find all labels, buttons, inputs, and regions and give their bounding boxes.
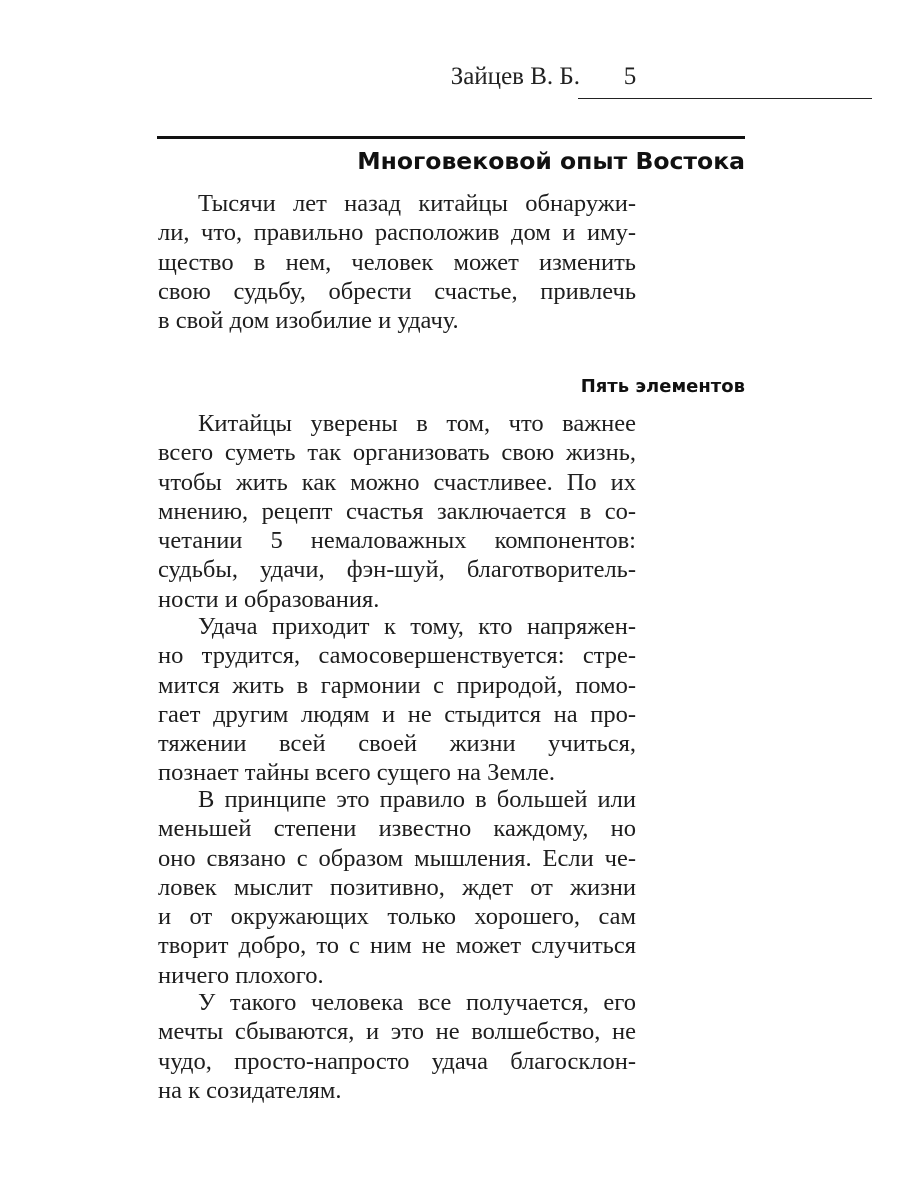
- text-line: чтобы жить как можно счастливее. По их: [158, 468, 636, 496]
- running-header-author: Зайцев В. Б.: [450, 63, 580, 90]
- text-line: четании 5 немаловажных компонентов:: [158, 527, 636, 555]
- text-line: гает другим людям и не стыдится на про-: [158, 700, 636, 728]
- text-line: Удача приходит к тому, кто напряжен-: [198, 613, 636, 640]
- text-line: мечты сбываются, и это не волшебство, не: [158, 1018, 636, 1046]
- text-line: познает тайны всего сущего на Земле.: [158, 759, 556, 787]
- chapter-title: Многовековой опыт Востока: [357, 147, 745, 175]
- text-line: Тысячи лет назад китайцы обнаружи-: [198, 190, 636, 217]
- text-line: свою судьбу, обрести счастье, привлечь: [158, 277, 636, 305]
- text-line: оно связано с образом мышления. Если че-: [158, 844, 636, 872]
- text-line: ности и образования.: [158, 585, 380, 613]
- text-line: Китайцы уверены в том, что важнее: [198, 410, 636, 437]
- text-line: мнению, рецепт счастья заключается в со-: [158, 497, 636, 525]
- text-line: ловек мыслит позитивно, ждет от жизни: [158, 873, 636, 901]
- body-paragraph: [158, 612, 636, 788]
- body-paragraph: [158, 785, 636, 990]
- text-line: тяжении всей своей жизни учиться,: [158, 730, 636, 758]
- text-line: но трудится, самосовершенствуется: стре-: [158, 642, 636, 670]
- text-line: щество в нем, человек может изменить: [158, 248, 636, 276]
- text-line: всего суметь так организовать свою жизнь,: [158, 439, 636, 467]
- header-rule: [578, 98, 872, 99]
- text-line: мится жить в гармонии с природой, помо-: [158, 671, 636, 699]
- text-line: ли, что, правильно расположив дом и иму-: [158, 219, 636, 247]
- text-line: в свой дом изобилие и удачу.: [158, 307, 459, 335]
- text-line: чудо, просто-напросто удача благосклон-: [158, 1047, 636, 1075]
- text-line: меньшей степени известно каждому, но: [158, 815, 636, 843]
- text-line: и от окружающих только хорошего, сам: [158, 903, 636, 931]
- page-number: 5: [623, 63, 637, 90]
- text-line: ничего плохого.: [158, 961, 324, 989]
- text-line: В принципе это правило в большей или: [198, 786, 636, 813]
- chapter-rule: [157, 136, 745, 139]
- section-heading: Пять элементов: [580, 376, 745, 397]
- text-line: У такого человека все получается, его: [198, 989, 636, 1016]
- text-line: творит добро, то с ним не может случиться: [158, 932, 636, 960]
- body-paragraph: [158, 409, 636, 614]
- text-line: на к созидателям.: [158, 1076, 342, 1104]
- intro-paragraph: [158, 189, 636, 335]
- body-paragraph: [158, 988, 636, 1105]
- text-line: судьбы, удачи, фэн-шуй, благотворитель-: [158, 556, 636, 584]
